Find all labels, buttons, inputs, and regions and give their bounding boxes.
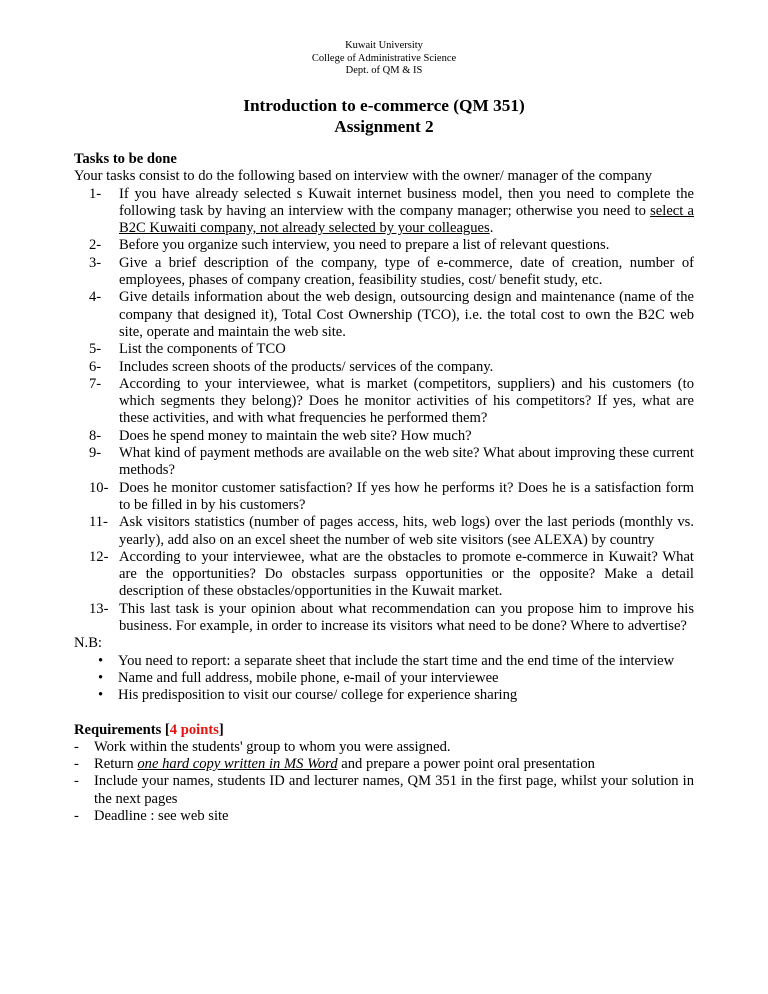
task-text: What kind of payment methods are available on the web site? What about improving these current methods?: [119, 445, 694, 479]
task-text: Does he spend money to maintain the web site? How much?: [119, 427, 472, 444]
requirements-list: [74, 739, 694, 825]
nb-text: His predisposition to visit our course/ college for experience sharing: [118, 687, 518, 704]
task-text-underlined: select a B2C Kuwaiti company, not already selected by your colleagues: [119, 202, 694, 237]
task-number: 4-: [89, 289, 102, 306]
task-text: Does he monitor customer satisfaction? If yes how he performs it? Does he is a satisfaction form to be filled in by his customers?: [119, 479, 694, 513]
task-item: [74, 428, 694, 445]
task-number: 2-: [89, 237, 102, 254]
task-item: [74, 549, 694, 601]
requirement-item: [74, 773, 694, 808]
requirement-item: [74, 739, 694, 756]
task-item: [74, 480, 694, 515]
requirement-item: [74, 756, 694, 773]
task-text: Ask visitors statistics (number of pages access, hits, web logs) over the last periods (monthly vs. yearly), add also on an excel sheet the number of web site visitors (see ALEXA) by country: [119, 514, 694, 548]
task-text: According to your interviewee, what is market (competitors, suppliers) and his customers (to which segments they belong)? Does he monitor activities of his competitors? If yes, what are these activities, and with what frequencies he performed them?: [119, 375, 694, 427]
requirement-text: Return: [94, 756, 138, 773]
dash-marker: -: [74, 807, 79, 824]
requirements-heading-text: Requirements [: [74, 721, 170, 738]
document-title: [0, 96, 768, 137]
task-item: [74, 237, 694, 254]
task-list: [74, 186, 694, 636]
assignment-title: Assignment 2: [334, 116, 434, 136]
task-text-end: .: [489, 220, 494, 237]
requirements-points: 4 points: [169, 721, 219, 738]
task-text: Before you organize such interview, you need to prepare a list of relevant questions.: [119, 237, 610, 254]
dash-marker: -: [74, 773, 79, 790]
department-name: Dept. of QM & IS: [345, 65, 423, 77]
course-title: Introduction to e-commerce (QM 351): [243, 96, 525, 115]
dash-marker: -: [74, 756, 79, 773]
task-text: According to your interviewee, what are the obstacles to promote e-commerce in Kuwait? What are the opportunities? Do obstacles surpass opportunities or the opposite? Make a detail description of these obstacles/opportunities in the Kuwait market.: [119, 548, 694, 600]
task-number: 10-: [89, 479, 109, 496]
task-item: [74, 376, 694, 428]
nb-item: [74, 670, 694, 687]
tasks-heading: Tasks to be done: [74, 151, 177, 167]
task-number: 7-: [89, 375, 102, 392]
task-item: [74, 289, 694, 341]
task-number: 3-: [89, 254, 102, 271]
task-text: Includes screen shoots of the products/ services of the company.: [119, 358, 494, 375]
bullet-icon: •: [98, 669, 104, 686]
task-text: If you have already selected s Kuwait internet business model, then you need to complete the following task by having an interview with the company manager; otherwise you need to: [119, 185, 694, 219]
task-number: 1-: [89, 185, 102, 202]
requirement-text-end: and prepare a power point oral presentation: [337, 756, 595, 773]
task-item: [74, 514, 694, 549]
nb-label: N.B:: [74, 635, 102, 652]
document-body: [74, 151, 694, 825]
requirement-text: Work within the students' group to whom you were assigned.: [94, 738, 451, 755]
task-number: 13-: [89, 600, 109, 617]
requirements-heading: [74, 722, 694, 739]
task-number: 11-: [89, 514, 108, 531]
university-name: Kuwait University: [345, 40, 423, 51]
task-item: [74, 186, 694, 238]
task-item: [74, 359, 694, 376]
task-number: 9-: [89, 445, 102, 462]
nb-item: [74, 653, 694, 670]
requirements-heading-close: ]: [218, 721, 224, 738]
nb-text: Name and full address, mobile phone, e-mail of your interviewee: [118, 669, 499, 686]
task-text: Give details information about the web design, outsourcing design and maintenance (name of the company that designed it), Total Cost Ownership (TCO), i.e. the total cost to own the B2C web site, operate and maintain the web site.: [119, 289, 694, 340]
task-text: Give a brief description of the company, type of e-commerce, date of creation, number of employees, phases of company creation, feasibility studies, cost/ benefit study, etc.: [119, 254, 694, 289]
task-number: 5-: [89, 341, 102, 358]
nb-list: [74, 653, 694, 705]
task-item: [74, 341, 694, 358]
nb-item: [74, 687, 694, 704]
bullet-icon: •: [98, 652, 104, 669]
task-item: [74, 255, 694, 290]
requirement-text: Include your names, students ID and lecturer names, QM 351 in the first page, whilst your solution in the next pages: [94, 773, 694, 807]
task-item: [74, 445, 694, 480]
document-header: [0, 40, 768, 78]
nb-text: You need to report: a separate sheet that include the start time and the end time of the interview: [118, 652, 675, 669]
task-text: This last task is your opinion about what recommendation can you propose him to improve his business. For example, in order to increase its visitors what need to be done? Where to advertise?: [119, 600, 694, 635]
task-number: 12-: [89, 548, 109, 565]
dash-marker: -: [74, 738, 79, 755]
task-number: 6-: [89, 358, 102, 375]
requirement-item: [74, 808, 694, 825]
tasks-intro: Your tasks consist to do the following based on interview with the owner/ manager of the company: [74, 168, 653, 185]
requirement-emphasis: one hard copy written in MS Word: [137, 756, 338, 773]
task-number: 8-: [89, 427, 102, 444]
bullet-icon: •: [98, 687, 104, 704]
task-item: [74, 601, 694, 636]
requirement-text: Deadline : see web site: [94, 807, 229, 824]
college-name: College of Administrative Science: [311, 52, 457, 64]
task-text: List the components of TCO: [119, 341, 286, 358]
